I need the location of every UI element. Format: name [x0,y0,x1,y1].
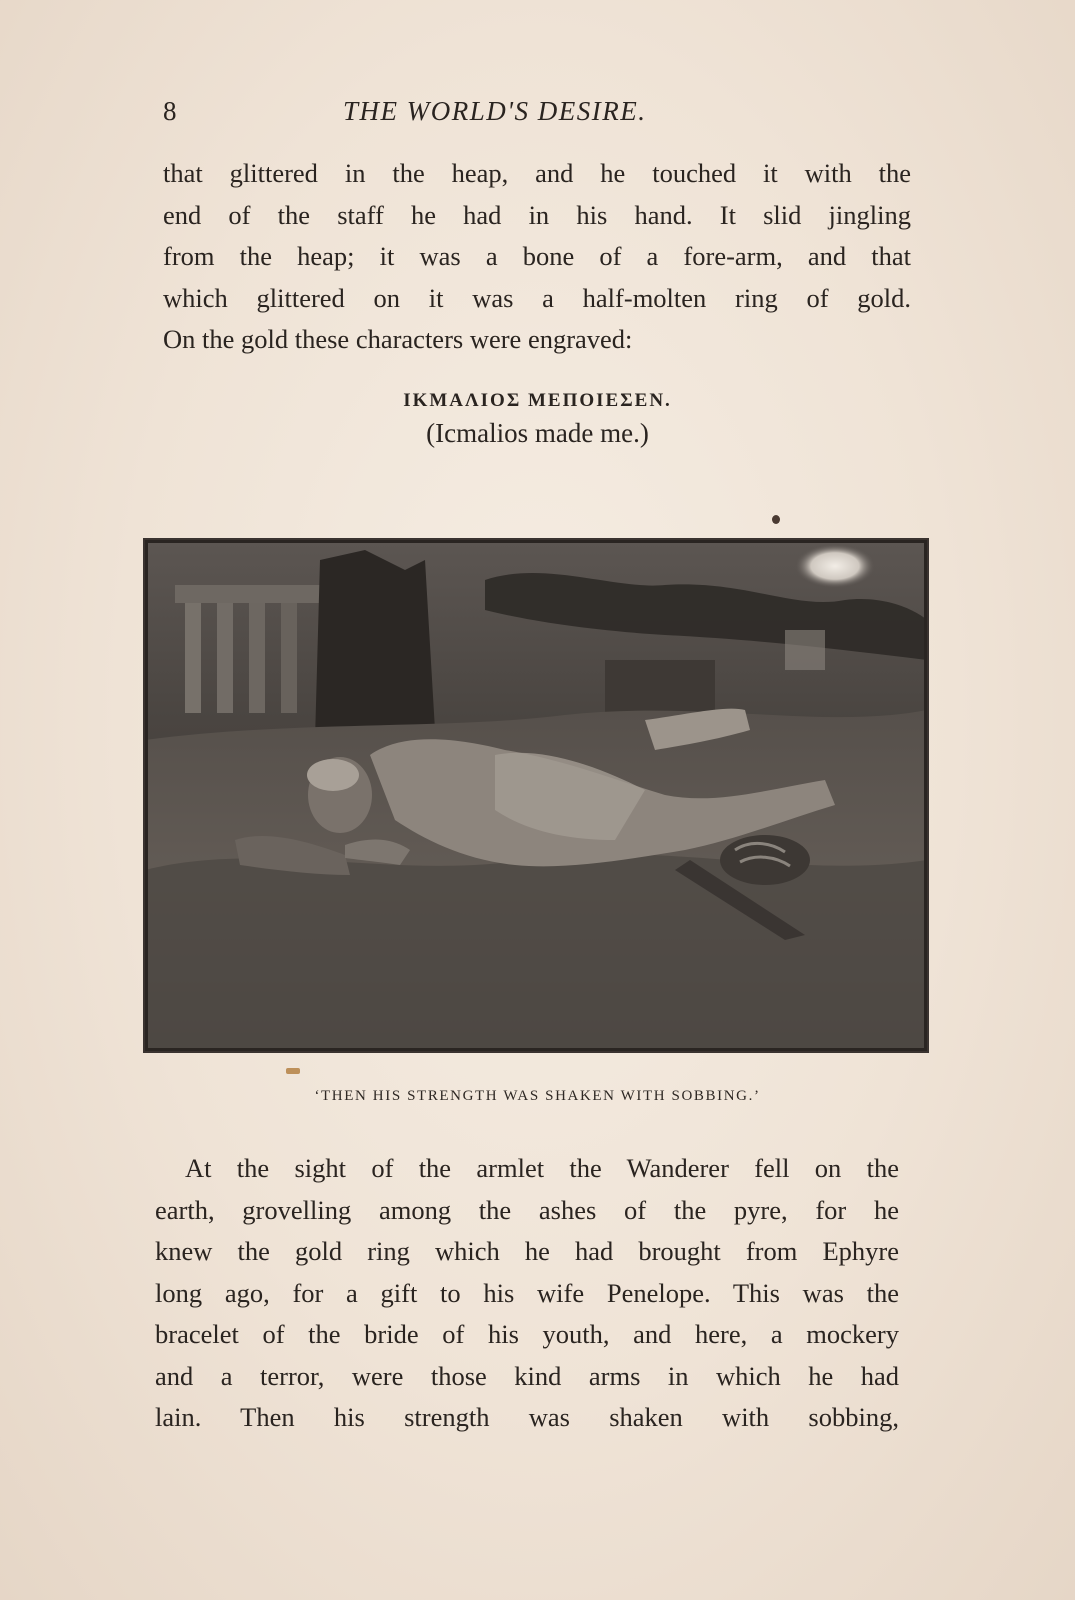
text-line: earth, grovelling among the ashes of the pyre, for he [155,1194,899,1225]
paper-stain [286,1068,300,1074]
text-line: and a terror, were those kind arms in which he had [155,1360,899,1391]
paragraph-1 [163,153,911,361]
text-line: long ago, for a gift to his wife Penelope. This was the [155,1277,899,1308]
running-head [163,96,735,136]
text-line: from the heap; it was a bone of a fore-arm, and that [163,241,911,271]
illustration [143,538,929,1053]
inscription-translation: (Icmalios made me.) [426,418,649,448]
text-line: that glittered in the heap, and he touched it with the [163,158,911,188]
text-line: knew the gold ring which he had brought from Ephyre [155,1236,899,1266]
text-line: lain. Then his strength was shaken with sobbing, [155,1402,899,1432]
illustration-caption: ‘THEN HIS STRENGTH WAS SHAKEN WITH SOBBING.’ [314,1088,761,1104]
paragraph-2 [155,1148,899,1439]
text-line: end of the staff he had in his hand. It slid jingling [163,199,911,230]
text-line: which glittered on it was a half-molten ring of gold. [163,282,911,313]
book-title: THE WORLD'S DESIRE. [343,96,647,126]
text-line: bracelet of the bride of his youth, and here, a mockery [155,1319,899,1349]
text-line: On the gold these characters were engraved: [163,324,633,354]
ink-blot [772,515,780,524]
text-line: At the sight of the armlet the Wanderer fell on the [185,1153,899,1183]
greek-inscription: ΙΚΜΑΛΙΟΣ ΜΕΠΟΙΕΣΕΝ. [403,390,672,411]
page-number: 8 [163,96,177,126]
illustration-image [145,540,927,1051]
